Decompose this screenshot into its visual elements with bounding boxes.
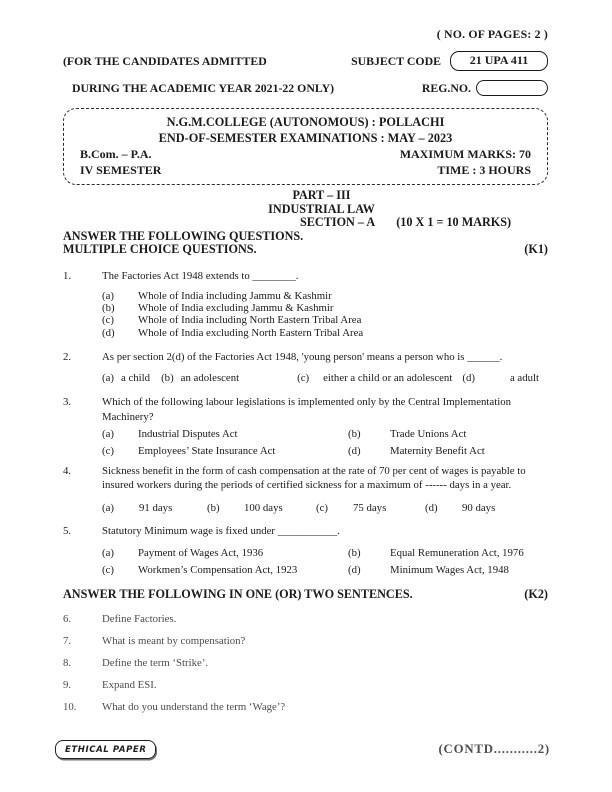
option-letter: (d)	[462, 372, 475, 385]
option-d	[102, 327, 548, 339]
option-letter: (c)	[297, 372, 310, 385]
question-number: 4.	[63, 464, 72, 477]
spacer	[375, 216, 396, 230]
section-a-line	[63, 216, 548, 230]
question-7	[63, 635, 548, 648]
exam-title: END-OF-SEMESTER EXAMINATIONS : MAY – 2023	[158, 131, 453, 145]
option-text: Equal Remuneration Act, 1976	[390, 547, 524, 560]
option-letter: (d)	[348, 564, 361, 577]
option-text: either a child or an adolescent	[323, 372, 453, 385]
option-letter: (b)	[102, 302, 115, 315]
question-9	[63, 679, 548, 692]
section-a-marks: (10 X 1 = 10 MARKS)	[396, 215, 512, 229]
option-text: 100 days	[244, 501, 283, 514]
question-text: As per section 2(d) of the Factories Act 1948, 'young person' means a person who is ______.	[102, 350, 503, 363]
question-8	[63, 657, 548, 670]
question-number: 6.	[63, 613, 72, 626]
candidates-line-1: (FOR THE CANDIDATES ADMITTED	[63, 53, 267, 68]
question-2	[63, 350, 548, 385]
exam-time: TIME : 3 HOURS	[437, 163, 531, 177]
question-text: Which of the following labour legislations is implemented only by the Central Implementation Machinery?	[102, 396, 511, 423]
subject-code-label: SUBJECT CODE	[351, 53, 441, 68]
option-text: Whole of India including Jammu & Kashmir	[138, 290, 332, 302]
exam-info-box	[63, 108, 548, 185]
question-text: What do you understand the term ‘Wage’?	[102, 701, 286, 714]
semester: IV SEMESTER	[80, 163, 162, 177]
college-name: N.G.M.COLLEGE (AUTONOMOUS) : POLLACHI	[166, 115, 445, 129]
option-text: Payment of Wages Act, 1936	[138, 547, 264, 560]
question-3	[63, 395, 548, 459]
question-4	[63, 464, 548, 514]
option-letter: (a)	[102, 501, 114, 514]
option-text: Workmen’s Compensation Act, 1923	[138, 564, 298, 577]
k2-badge: (K2)	[524, 586, 548, 601]
question-number: 5.	[63, 524, 72, 537]
regno-label: REG.NO.	[421, 80, 471, 95]
option-letter: (a)	[102, 372, 114, 385]
question-body	[102, 395, 548, 459]
option-letter: (d)	[102, 326, 115, 339]
options-inline	[102, 372, 548, 384]
option-text: a child	[120, 372, 151, 385]
option-text: Employees’ State Insurance Act	[138, 445, 276, 458]
question-number: 10.	[63, 701, 77, 714]
question-1	[63, 269, 548, 339]
k1-badge: (K1)	[524, 242, 548, 256]
subject-title: INDUSTRIAL LAW	[268, 201, 375, 216]
option-text: Whole of India excluding North Eastern Tribal Area	[138, 326, 364, 339]
question-body	[102, 464, 548, 514]
regno-box	[476, 80, 548, 96]
question-number: 7.	[63, 635, 72, 648]
option-letter: (c)	[102, 314, 114, 327]
question-5	[63, 524, 548, 578]
continued-note: (CONTD...........2)	[438, 742, 550, 756]
question-10	[63, 701, 548, 714]
short-answer-heading-row	[63, 588, 548, 602]
course-name: B.Com. – P.A.	[80, 147, 152, 161]
option-letter: (c)	[102, 564, 114, 577]
pages-note: ( NO. OF PAGES: 2 )	[436, 27, 548, 41]
question-6	[63, 613, 548, 626]
subject-code-box: 21 UPA 411	[450, 51, 548, 71]
option-letter: (b)	[348, 428, 361, 441]
question-body	[102, 524, 548, 578]
option-text: 90 days	[462, 501, 496, 514]
options-grid	[102, 546, 548, 578]
option-text: Industrial Disputes Act	[138, 428, 238, 441]
option-text: 75 days	[353, 501, 387, 514]
option-a	[102, 290, 548, 302]
option-letter: (c)	[102, 445, 114, 458]
part-title: PART – III	[292, 188, 351, 202]
question-number: 9.	[63, 679, 72, 692]
mcq-heading: MULTIPLE CHOICE QUESTIONS.	[63, 242, 257, 256]
semester-time-row	[80, 162, 531, 178]
option-text: Whole of India including North Eastern Tribal Area	[138, 314, 362, 327]
option-text: a adult	[509, 372, 540, 385]
option-letter: (b)	[161, 372, 174, 385]
question-number: 2.	[63, 350, 72, 363]
option-letter: (b)	[348, 547, 361, 560]
course-marks-row	[80, 146, 531, 162]
option-letter: (a)	[102, 290, 114, 302]
option-b	[102, 302, 548, 314]
option-text: an adolescent	[180, 372, 240, 385]
option-letter: (d)	[348, 445, 361, 458]
options-row	[102, 502, 548, 514]
option-text: Trade Unions Act	[390, 428, 467, 441]
question-number: 8.	[63, 657, 72, 670]
option-text: 91 days	[139, 501, 173, 514]
answer-heading-row	[63, 230, 548, 244]
option-text: Whole of India excluding Jammu & Kashmir	[138, 302, 334, 315]
candidates-line-2: DURING THE ACADEMIC YEAR 2021-22 ONLY)	[72, 80, 335, 95]
options-grid	[102, 427, 548, 459]
option-letter: (c)	[316, 501, 328, 514]
option-c	[102, 314, 548, 326]
question-text: The Factories Act 1948 extends to ________.	[102, 269, 299, 282]
option-letter: (d)	[425, 501, 438, 514]
short-answer-heading: ANSWER THE FOLLOWING IN ONE (OR) TWO SENTENCES.	[63, 586, 413, 601]
header-row-2	[63, 80, 548, 96]
option-letter: (a)	[102, 428, 114, 441]
question-text: Sickness benefit in the form of cash compensation at the rate of 70 per cent of wages is payable to insured workers during the periods of certified sickness for a maximum of ------ days in a year.	[102, 464, 526, 492]
header-row-1	[63, 51, 548, 71]
question-number: 1.	[63, 269, 72, 282]
mcq-heading-row	[63, 243, 548, 257]
question-text: Define Factories.	[102, 613, 177, 626]
question-number: 3.	[63, 396, 72, 409]
option-text: Maternity Benefit Act	[390, 445, 485, 458]
ethical-paper-stamp: ETHICAL PAPER	[55, 740, 156, 759]
section-a-title: SECTION – A	[300, 215, 376, 229]
option-letter: (a)	[102, 547, 114, 560]
options-list	[102, 290, 548, 339]
answer-heading: ANSWER THE FOLLOWING QUESTIONS.	[63, 228, 304, 243]
question-text: Define the term ‘Strike’.	[102, 657, 209, 670]
question-body	[102, 350, 548, 385]
question-text: Expand ESI.	[102, 679, 157, 692]
question-body	[102, 269, 548, 339]
option-letter: (b)	[207, 501, 220, 514]
page-footer	[55, 740, 550, 759]
question-text: Statutory Minimum wage is fixed under ___________.	[102, 524, 340, 537]
question-text: What is meant by compensation?	[102, 635, 246, 648]
maximum-marks: MAXIMUM MARKS: 70	[399, 147, 531, 161]
option-text: Minimum Wages Act, 1948	[390, 564, 509, 577]
